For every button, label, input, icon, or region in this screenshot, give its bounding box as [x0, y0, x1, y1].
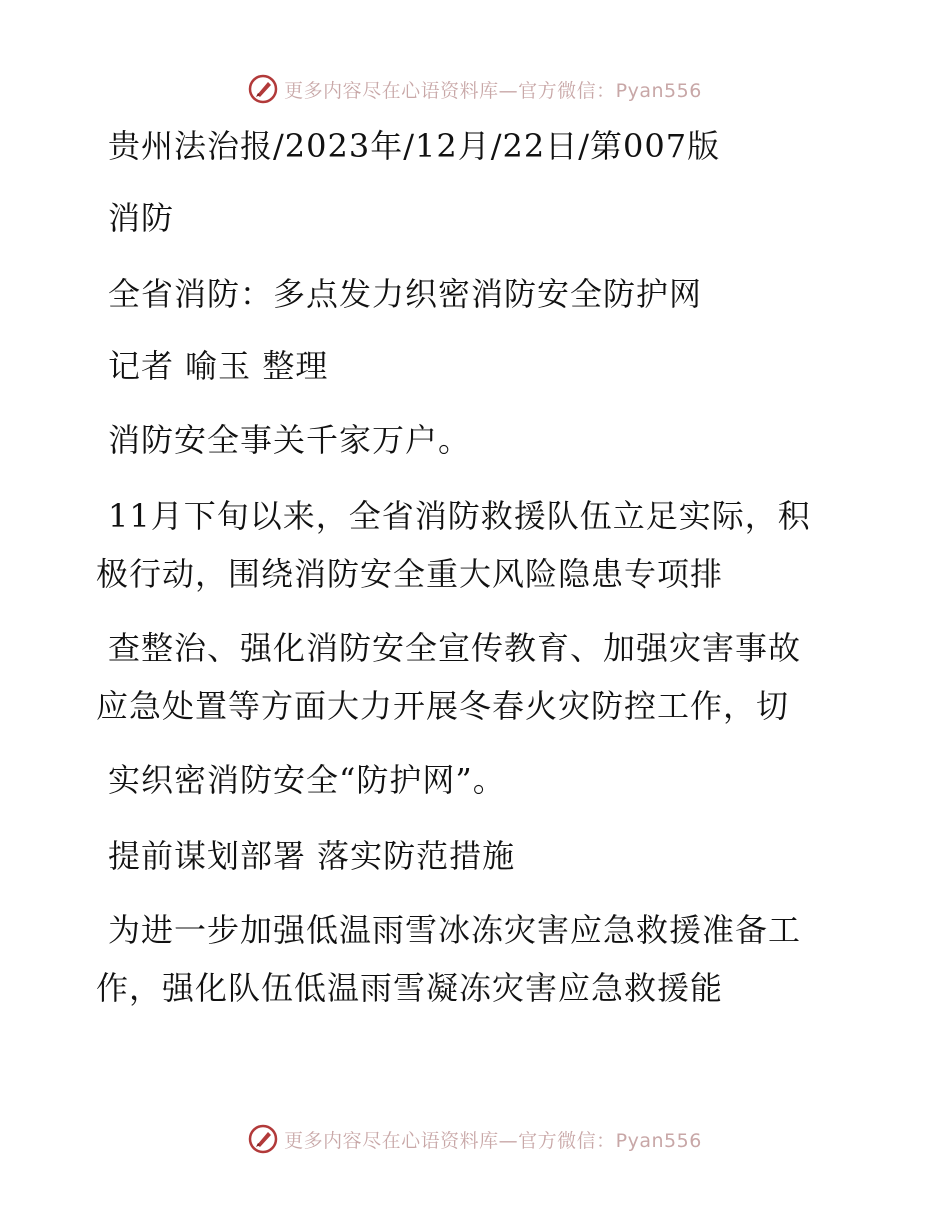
article-paragraph: 实织密消防安全“防护网”。 [108, 761, 506, 799]
article-paragraph: 查整治、强化消防安全宣传教育、加强灾害事故 [108, 629, 802, 667]
watermark-header [0, 72, 950, 106]
article-paragraph: 消防安全事关千家万户。 [108, 421, 472, 459]
article-paragraph: 11月下旬以来，全省消防救援队伍立足实际，积 [108, 497, 811, 535]
article-byline: 记者 喻玉 整理 [108, 347, 329, 385]
article-section: 消防 [108, 199, 175, 237]
article-paragraph: 作，强化队伍低温雨雪凝冻灾害应急救援能 [96, 969, 724, 1007]
watermark-text: 更多内容尽在心语资料库—官方微信：Pyan556 [284, 79, 702, 102]
article-source: 贵州法治报/2023年/12月/22日/第007版 [108, 127, 721, 165]
article-paragraph: 极行动，围绕消防安全重大风险隐患专项排 [96, 555, 724, 593]
article-subheading: 提前谋划部署 落实防范措施 [108, 837, 516, 875]
article-title: 全省消防：多点发力织密消防安全防护网 [108, 275, 703, 313]
watermark-footer [0, 1122, 950, 1156]
watermark-text: 更多内容尽在心语资料库—官方微信：Pyan556 [284, 1129, 702, 1152]
article-paragraph: 为进一步加强低温雨雪冰冻灾害应急救援准备工 [108, 911, 802, 949]
pen-seal-icon [248, 1124, 278, 1154]
article-paragraph: 应急处置等方面大力开展冬春火灾防控工作，切 [96, 687, 790, 725]
pen-seal-icon [248, 74, 278, 104]
